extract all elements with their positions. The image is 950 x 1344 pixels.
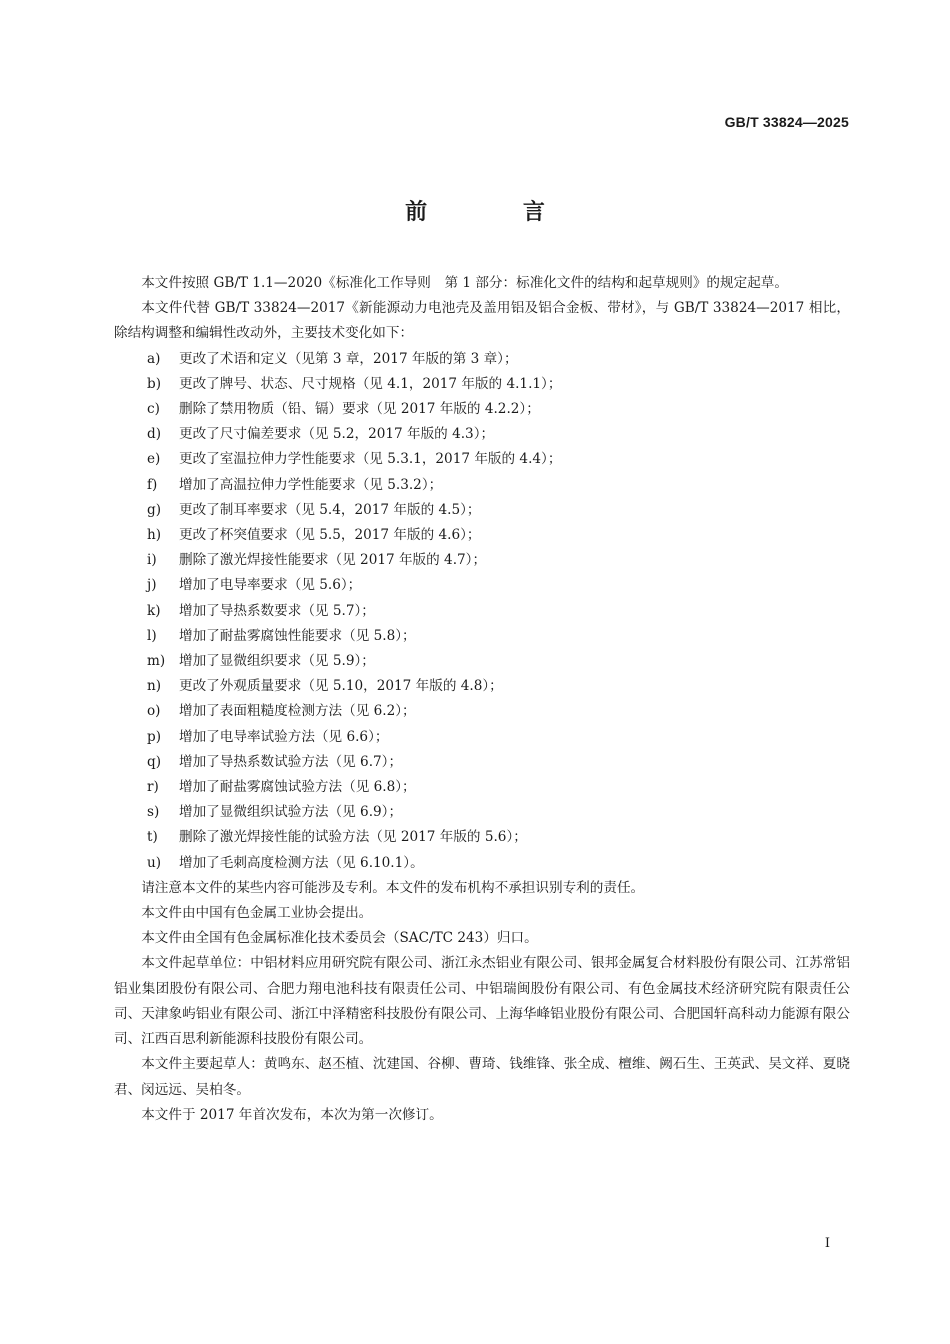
list-text: 增加了电导率试验方法（见 6.6）； xyxy=(179,728,389,745)
list-text: 增加了高温拉伸力学性能要求（见 5.3.2）； xyxy=(179,476,443,493)
list-item xyxy=(114,800,850,825)
list-item xyxy=(114,548,850,573)
list-text: 增加了显微组织要求（见 5.9）； xyxy=(179,653,375,670)
list-item xyxy=(114,372,850,397)
list-marker: a) xyxy=(147,350,161,367)
list-text: 增加了电导率要求（见 5.6）； xyxy=(179,577,362,594)
list-marker: n) xyxy=(147,678,162,695)
list-marker: h) xyxy=(147,527,162,544)
list-marker: p) xyxy=(147,728,162,745)
list-marker: c) xyxy=(147,401,160,418)
list-text: 更改了牌号、状态、尺寸规格（见 4.1，2017 年版的 4.1.1）； xyxy=(179,375,562,392)
list-text: 删除了激光焊接性能要求（见 2017 年版的 4.7）； xyxy=(179,552,487,569)
list-marker: b) xyxy=(147,375,162,392)
list-item xyxy=(114,699,850,724)
list-item xyxy=(114,725,850,750)
list-marker: g) xyxy=(147,501,162,518)
list-marker: j) xyxy=(147,577,157,594)
list-item xyxy=(114,750,850,775)
list-marker: r) xyxy=(147,779,159,796)
list-marker: s) xyxy=(147,804,160,821)
list-text: 增加了耐盐雾腐蚀试验方法（见 6.8）； xyxy=(179,779,416,796)
list-text: 更改了室温拉伸力学性能要求（见 5.3.1，2017 年版的 4.4）； xyxy=(179,451,562,468)
list-text: 更改了术语和定义（见第 3 章，2017 年版的第 3 章）； xyxy=(179,350,518,367)
list-item xyxy=(114,473,850,498)
list-item xyxy=(114,624,850,649)
list-text: 更改了外观质量要求（见 5.10，2017 年版的 4.8）； xyxy=(179,678,503,695)
list-marker: m) xyxy=(147,653,166,670)
list-item xyxy=(114,447,850,472)
list-item xyxy=(114,825,850,850)
list-text: 增加了导热系数要求（见 5.7）； xyxy=(179,602,375,619)
list-text: 更改了制耳率要求（见 5.4，2017 年版的 4.5）； xyxy=(179,501,481,518)
list-text: 增加了毛刺高度检测方法（见 6.10.1）。 xyxy=(179,854,424,871)
foreword-body xyxy=(114,271,850,1128)
list-marker: o) xyxy=(147,703,161,720)
drafters: 本文件主要起草人：黄鸣东、赵丕植、沈建国、谷柳、曹琦、钱维锋、张全成、檀维、阙石生、王英武、吴文祥、夏晓君、闵远远、吴柏冬。 xyxy=(114,1056,850,1098)
list-item xyxy=(114,422,850,447)
list-item xyxy=(114,775,850,800)
list-text: 增加了显微组织试验方法（见 6.9）； xyxy=(179,804,403,821)
list-item xyxy=(114,397,850,422)
list-text: 增加了导热系数试验方法（见 6.7）； xyxy=(179,753,403,770)
list-marker: t) xyxy=(147,829,158,846)
changes-list xyxy=(114,347,850,876)
page-title: 前 言 xyxy=(405,200,589,225)
list-text: 更改了尺寸偏差要求（见 5.2，2017 年版的 4.3）； xyxy=(179,426,495,443)
list-item xyxy=(114,851,850,876)
list-marker: d) xyxy=(147,426,162,443)
list-marker: u) xyxy=(147,854,162,871)
list-item xyxy=(114,573,850,598)
list-text: 删除了激光焊接性能的试验方法（见 2017 年版的 5.6）； xyxy=(179,829,527,846)
list-marker: k) xyxy=(147,602,161,619)
committee-statement: 本文件由全国有色金属标准化技术委员会（SAC/TC 243）归口。 xyxy=(141,930,538,947)
drafting-organizations: 本文件起草单位：中铝材料应用研究院有限公司、浙江永杰铝业有限公司、银邦金属复合材料股份有限公司、江苏常铝铝业集团股份有限公司、合肥力翔电池科技有限责任公司、中铝瑞闽股份有限公司、有色金属技术经济研究院有限责任公司、天津象屿铝业有限公司、浙江中泽精密科技股份有限公司、上海华峰铝业股份有限公司、合肥国轩高科动力能源有限公司、江西百思利新能源科技股份有限公司。 xyxy=(114,955,850,1048)
list-text: 删除了禁用物质（铅、镉）要求（见 2017 年版的 4.2.2）； xyxy=(179,401,540,418)
standard-code: GB/T 33824—2025 xyxy=(724,114,849,130)
list-item xyxy=(114,347,850,372)
list-marker: i) xyxy=(147,552,157,569)
intro-paragraph: 本文件代替 GB/T 33824—2017《新能源动力电池壳及盖用铝及铝合金板、带材》，与 GB/T 33824—2017 相比，除结构调整和编辑性改动外，主要技术变化如下： xyxy=(114,300,850,342)
list-text: 增加了耐盐雾腐蚀性能要求（见 5.8）； xyxy=(179,627,416,644)
revision-history: 本文件于 2017 年首次发布，本次为第一次修订。 xyxy=(141,1106,443,1123)
list-text: 更改了杯突值要求（见 5.5，2017 年版的 4.6）； xyxy=(179,527,481,544)
intro-paragraph: 本文件按照 GB/T 1.1—2020《标准化工作导则 第 1 部分：标准化文件的结构和起草规则》的规定起草。 xyxy=(141,275,788,291)
list-item xyxy=(114,523,850,548)
page-number: I xyxy=(824,1236,830,1251)
list-item xyxy=(114,674,850,699)
list-marker: q) xyxy=(147,753,162,770)
list-text: 增加了表面粗糙度检测方法（见 6.2）； xyxy=(179,703,416,720)
list-item xyxy=(114,498,850,523)
list-item xyxy=(114,649,850,674)
list-item xyxy=(114,599,850,624)
proposer-statement: 本文件由中国有色金属工业协会提出。 xyxy=(141,905,373,922)
patent-notice: 请注意本文件的某些内容可能涉及专利。本文件的发布机构不承担识别专利的责任。 xyxy=(141,879,645,896)
list-marker: e) xyxy=(147,451,161,468)
list-marker: f) xyxy=(147,476,158,493)
list-marker: l) xyxy=(147,627,157,644)
